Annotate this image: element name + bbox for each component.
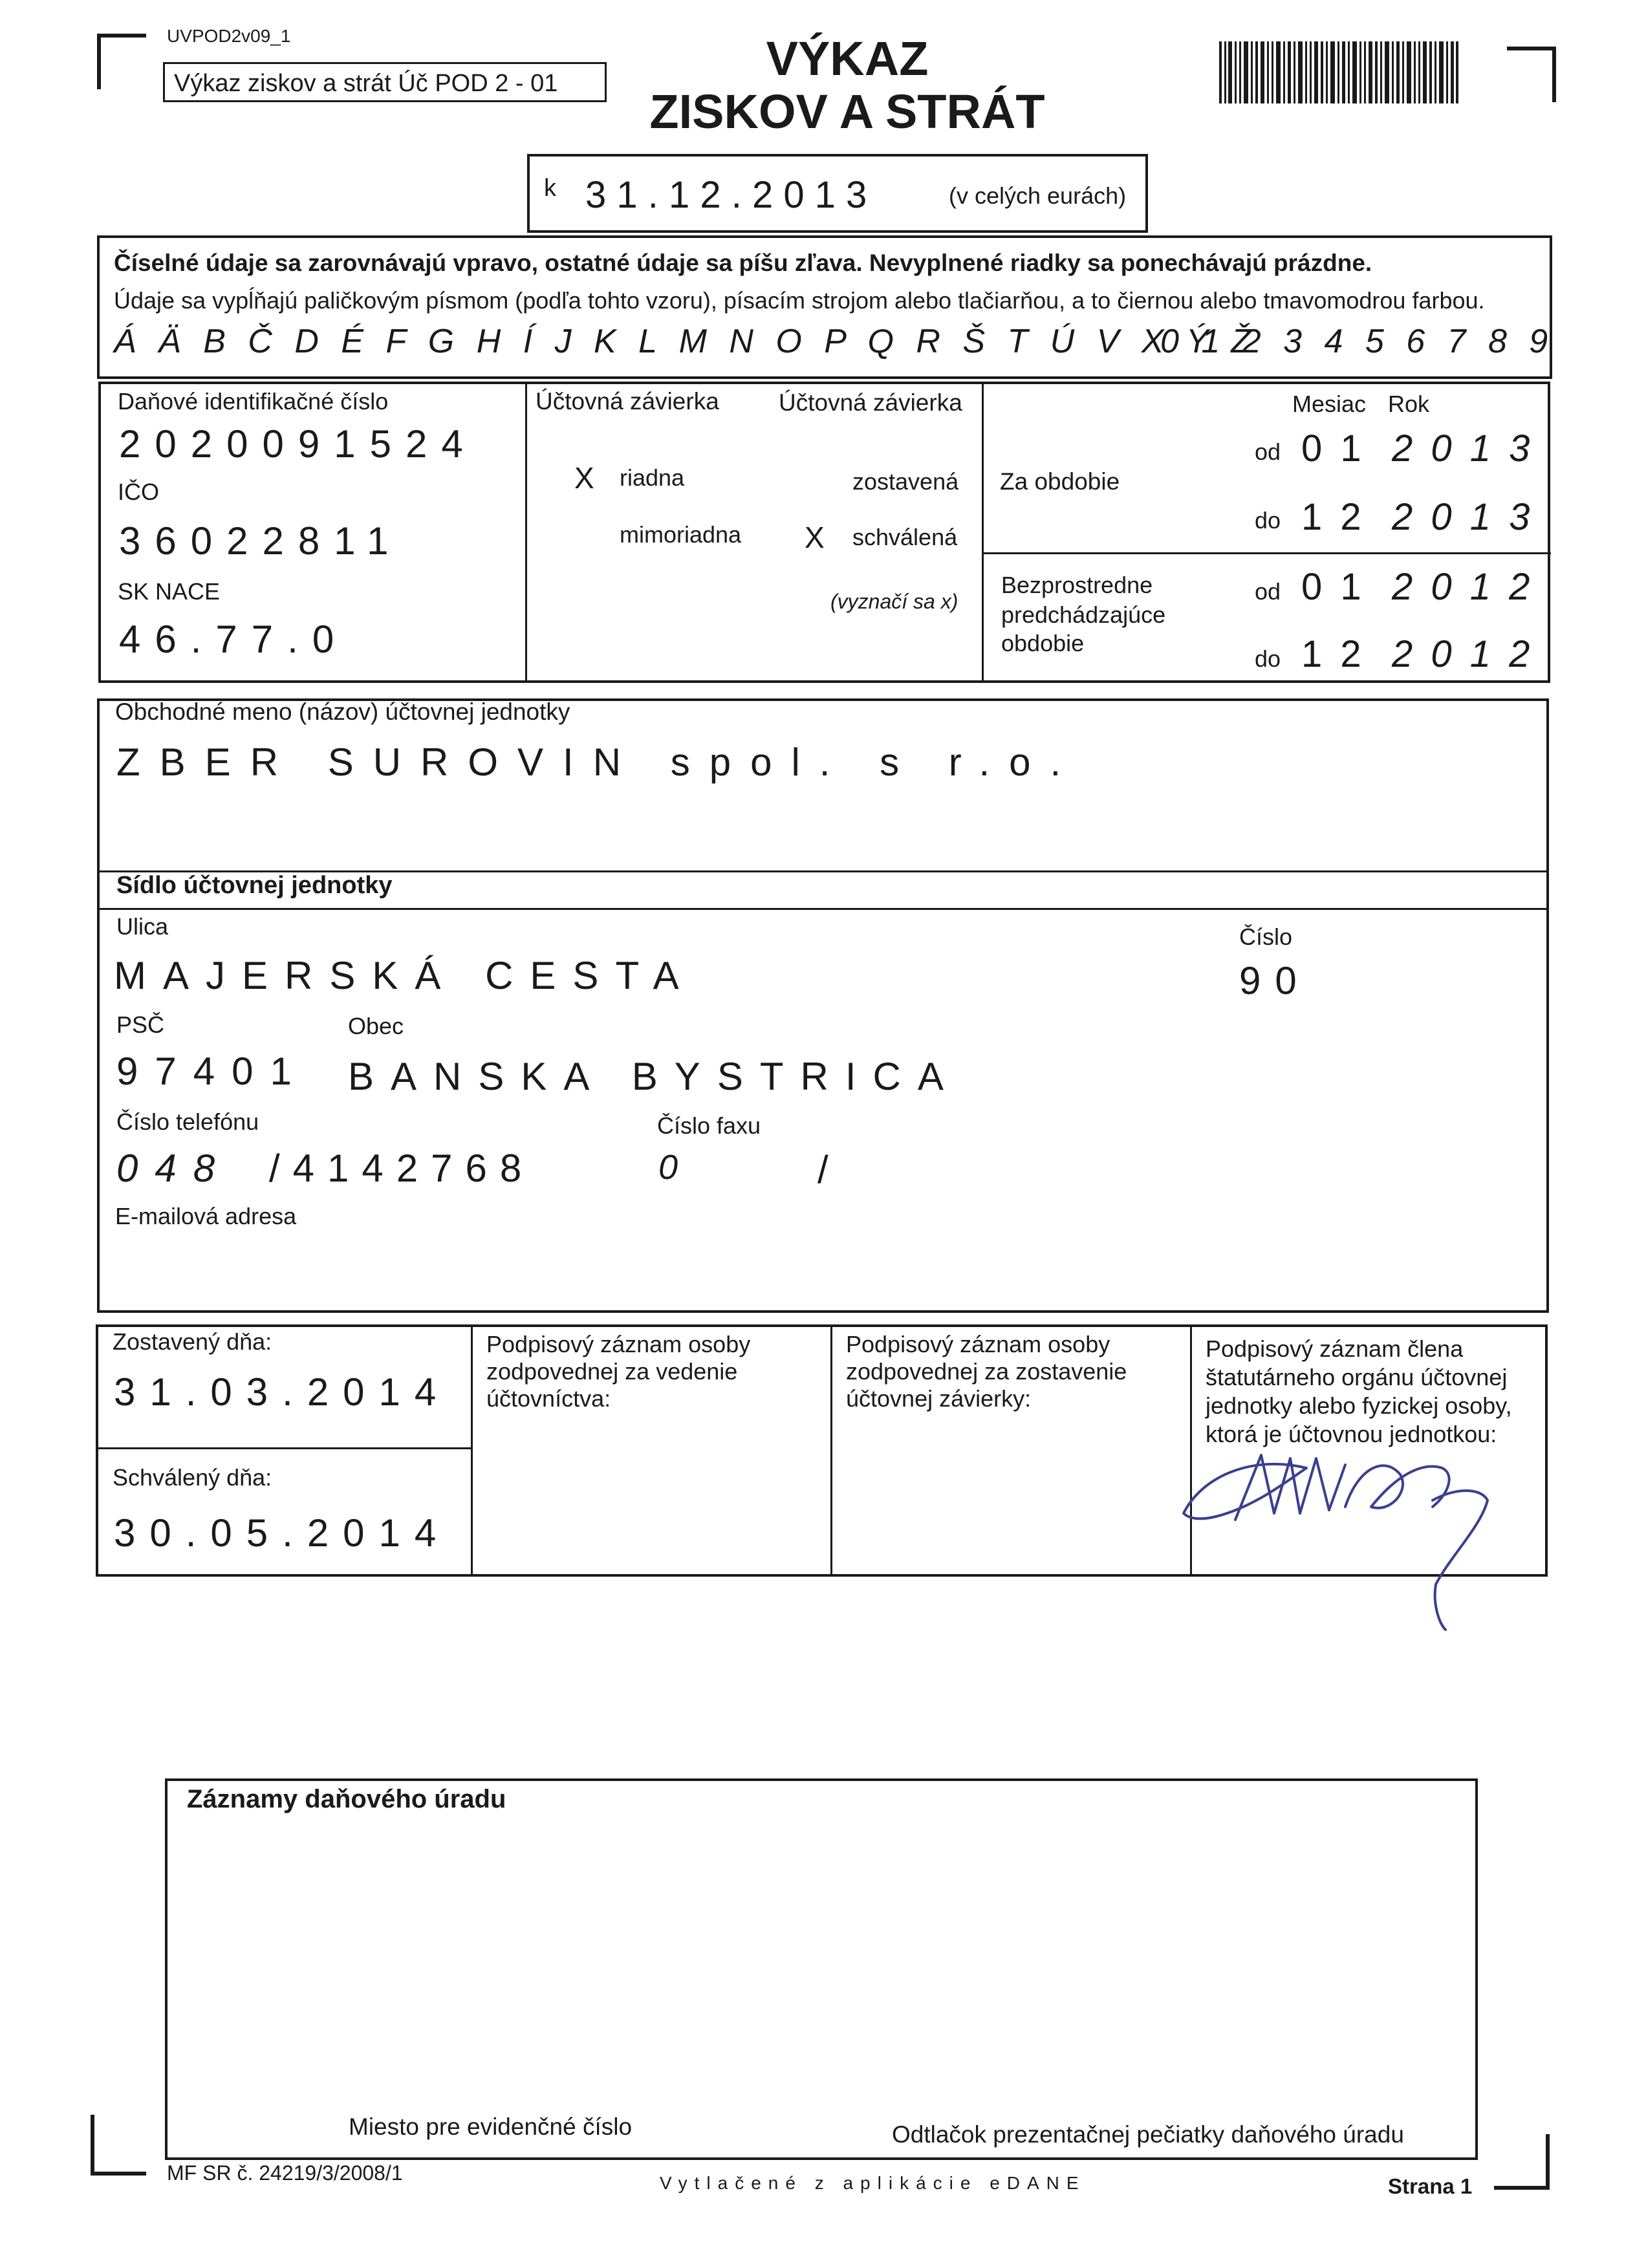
nace-value: 46.77.0 [119,618,349,661]
tax-office-title: Záznamy daňového úradu [187,1785,506,1813]
previous-period-label-2: predchádzajúce [1001,601,1166,628]
psc-label: PSČ [116,1011,165,1038]
extraordinary-label: mimoriadna [620,521,742,548]
digits-sample: 0 1 2 3 4 5 6 7 8 9 [1160,323,1555,360]
tax-office-block [165,1778,1478,2160]
divider-compiled-approved [98,1447,471,1449]
accounting-signature-label: Podpisový záznam osoby zodpovednej za vedenie účtovníctva: [486,1331,751,1412]
previous-from-label: od [1255,578,1281,605]
identification-block [98,382,1550,683]
fax-prefix: 0 [658,1148,693,1187]
closure-label-1: Účtovná závierka [536,388,719,415]
entity-name-label: Obchodné meno (názov) účtovnej jednotky [115,698,570,725]
nace-label: SK NACE [118,578,221,605]
phone-prefix: 048 [116,1147,232,1190]
approved-date: 30.05.2014 [114,1511,451,1555]
approved-mark[interactable]: X [805,521,825,554]
mark-note: (vyznačí sa x) [830,590,958,613]
title-line-2: ZISKOV A STRÁT [649,85,1045,138]
divider-closure-period [982,384,984,683]
date-prefix: k [544,175,556,202]
divider-dates-sig1 [471,1327,473,1577]
page-number: Strana 1 [1388,2174,1473,2198]
fax-label: Číslo faxu [657,1112,761,1139]
currency-note: (v celých eurách) [949,182,1127,209]
phone-number: /4142768 [269,1147,535,1190]
current-from-month: 0 1 [1301,427,1365,470]
barcode [1219,41,1458,103]
title-line-1: VÝKAZ [766,32,929,85]
compiled-label: zostavená [852,468,959,495]
current-to-year: 2 0 1 3 [1392,496,1534,538]
divider-sig1-sig2 [830,1327,832,1577]
phone-label: Číslo telefónu [116,1108,259,1135]
seat-label: Sídlo účtovnej jednotky [116,872,393,899]
closure-label-2: Účtovná závierka [779,389,962,416]
previous-from-month: 0 1 [1301,566,1365,608]
form-name-box [163,62,607,102]
divider-seat-title [100,908,1548,910]
number-label: Číslo [1239,923,1293,950]
ico-label: IČO [118,479,160,505]
previous-period-label-3: obdobie [1001,630,1085,656]
previous-to-year: 2 0 1 2 [1392,633,1534,675]
dic-label: Daňové identifikačné číslo [118,388,389,415]
previous-to-month: 1 2 [1301,633,1365,675]
dic-value: 2020091524 [119,422,477,466]
statutory-signature-label: Podpisový záznam člena štatutárneho orgánu účtovnej jednotky alebo fyzickej osoby, ktorá je účtovnou jednotkou: [1206,1335,1512,1447]
divider-id-closure [525,384,527,683]
psc-value: 97401 [116,1050,309,1093]
handwritten-signature [1177,1429,1513,1636]
approved-date-label: Schválený dňa: [113,1464,272,1491]
ico-value: 36022811 [119,519,403,563]
regular-mark[interactable]: X [574,461,594,495]
signature-stroke-4 [1433,1491,1488,1630]
corner-mark-top-right [1507,47,1556,102]
instructions-line-1: Číselné údaje sa zarovnávajú vpravo, ostatné údaje sa píšu zľava. Nevyplnené riadky sa ponechávajú prázdne. [114,250,1372,276]
entity-block [97,698,1549,1313]
current-to-label: do [1255,507,1281,534]
form-code: UVPOD2v09_1 [167,26,291,46]
signature-stroke-3 [1345,1465,1449,1508]
city-label: Obec [348,1013,404,1039]
year-header: Rok [1388,391,1430,417]
current-to-month: 1 2 [1301,496,1365,538]
closure-signature-label: Podpisový záznam osoby zodpovednej za zostavenie účtovnej závierky: [846,1331,1127,1412]
previous-to-label: do [1255,645,1281,672]
street-value: MAJERSKÁ CESTA [114,954,696,997]
corner-mark-bottom-right [1494,2134,1550,2190]
current-from-label: od [1255,438,1281,465]
compiled-date: 31.03.2014 [114,1370,451,1414]
report-date-box [527,154,1148,233]
ministry-reference: MF SR č. 24219/3/2008/1 [167,2161,403,2185]
current-period-label: Za obdobie [1000,468,1120,495]
form-name: Výkaz ziskov a strát Úč POD 2 - 01 [174,70,558,97]
corner-mark-bottom-left [91,2115,146,2176]
previous-period-label-1: Bezprostredne [1001,572,1153,598]
previous-from-year: 2 0 1 2 [1392,566,1534,608]
report-date: 3 1 . 1 2 . 2 0 1 3 [585,174,867,216]
regular-label: riadna [620,464,685,491]
email-label: E-mailová adresa [115,1203,297,1229]
entity-name-value: ZBER SUROVIN spol. s r.o. [116,740,1081,784]
printed-from-note: Vytlačené z aplikácie eDANE [660,2173,1086,2193]
street-label: Ulica [116,913,169,940]
current-from-year: 2 0 1 3 [1392,427,1534,470]
page-title [601,32,1093,138]
corner-mark-top-left [97,34,146,89]
month-header: Mesiac [1292,391,1367,417]
barcode-bars [1219,41,1458,103]
city-value: BANSKA BYSTRICA [348,1055,960,1098]
number-value: 90 [1239,959,1311,1002]
divider-period-rows [982,552,1551,554]
instructions-box [97,235,1555,379]
signature-stroke-1 [1184,1464,1306,1518]
evidence-number-label: Miesto pre evidenčné číslo [349,2113,633,2140]
fax-number: / [817,1148,843,1191]
compiled-date-label: Zostavený dňa: [113,1328,272,1355]
stamp-label: Odtlačok prezentačnej pečiatky daňového úradu [892,2121,1404,2148]
instructions-line-2: Údaje sa vypĺňajú paličkovým písmom (podľa tohto vzoru), písacím strojom alebo tlačiarňou, a to čiernou alebo tmavomodrou farbou. [114,287,1485,314]
approved-label: schválená [852,524,958,550]
letters-sample: Á Ä B Č D É F G H Í J K L M N O P Q R Š T Ú V X Ý Ž [114,323,1258,360]
